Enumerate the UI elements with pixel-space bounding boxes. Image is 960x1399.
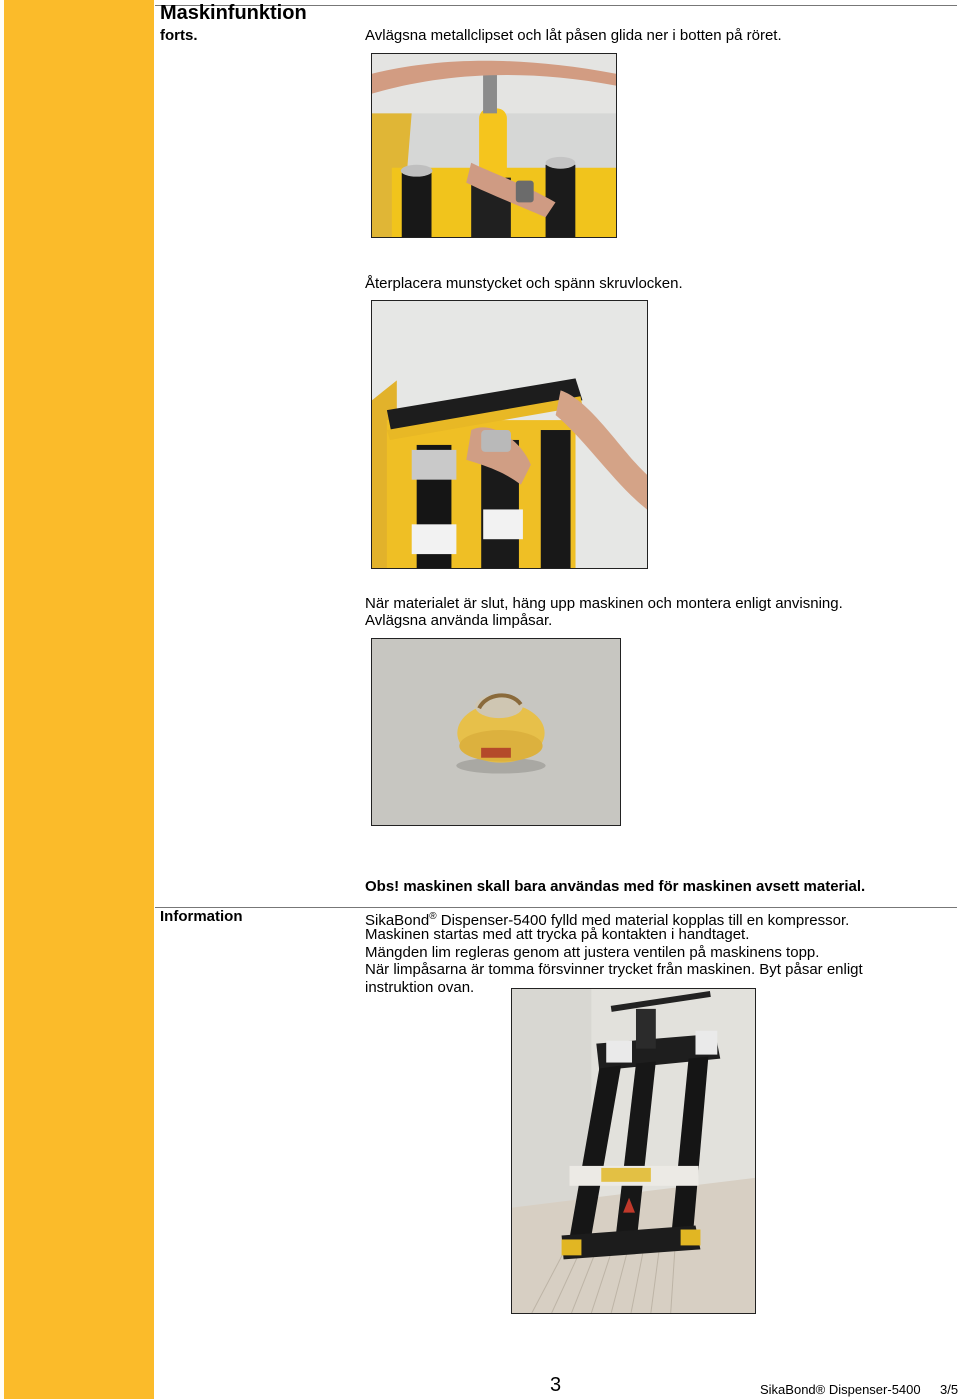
photo-dispenser-in-use (511, 988, 756, 1314)
notice-text: Obs! maskinen skall bara användas med för maskinen avsett material. (365, 878, 866, 895)
step-2-text: Återplacera munstycket och spänn skruvlocken. (365, 275, 683, 292)
information-line-2: Maskinen startas med att trycka på kontakten i handtaget. (365, 926, 750, 943)
photo-replace-nozzle (371, 300, 648, 569)
information-line-4: När limpåsarna är tomma försvinner trycket från maskinen. Byt påsar enligt (365, 961, 863, 978)
step-1-text: Avlägsna metallclipset och låt påsen glida ner i botten på röret. (365, 27, 782, 44)
registered-mark: ® (429, 911, 437, 922)
photo-used-bag (371, 638, 621, 826)
information-label: Information (160, 908, 243, 925)
section-subtitle: forts. (160, 27, 198, 44)
sidebar-band (4, 0, 154, 1399)
step-3-line-1: När materialet är slut, häng upp maskinen och montera enligt anvisning. (365, 595, 843, 612)
photo-insert-bag (371, 53, 617, 238)
information-line-1-rest: Dispenser-5400 fylld med material kopplas till en kompressor. (436, 912, 850, 929)
page-number: 3 (550, 1374, 562, 1396)
footer-page-of: 3/5 (940, 1382, 959, 1397)
information-line-5: instruktion ovan. (365, 979, 475, 996)
footer-document-name: SikaBond® Dispenser-5400 (760, 1382, 921, 1397)
section-title: Maskinfunktion (160, 2, 307, 24)
information-line-3: Mängden lim regleras genom att justera ventilen på maskinens topp. (365, 944, 820, 961)
step-3-line-2: Avlägsna använda limpåsar. (365, 612, 553, 629)
brand-name: SikaBond (365, 912, 430, 929)
